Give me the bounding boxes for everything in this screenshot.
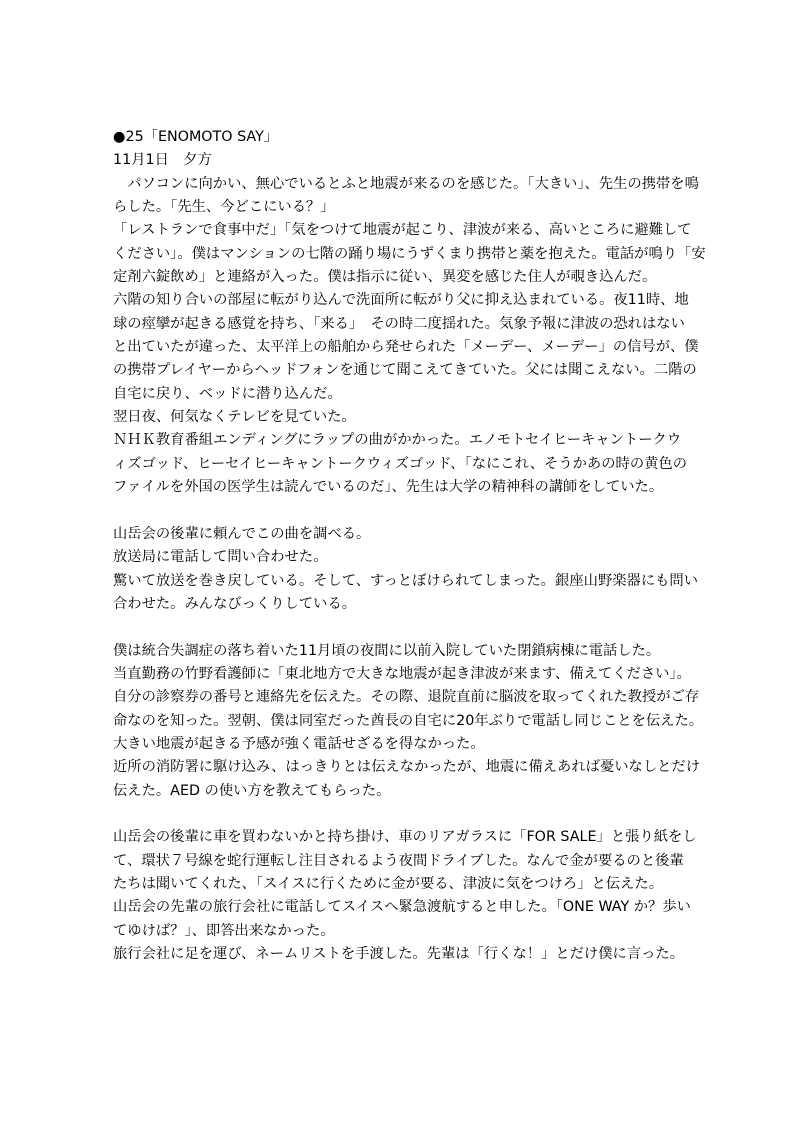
body-line: 伝えた。AED の使い方を教えてもらった。 — [113, 782, 391, 799]
body-line: ファイルを外国の医学生は読んでいるのだ」、先生は大学の精神科の講師をしていた。 — [113, 479, 664, 496]
body-line: 「レストランで食事中だ」「気をつけて地震が起こり、津波が来る、高いところに避難して — [113, 222, 692, 239]
body-line: 自宅に戻り、ベッドに潜り込んだ。 — [113, 385, 342, 402]
document-date: 11月1日 夕方 — [113, 152, 212, 169]
body-line: ＮＨＫ教育番組エンディングにラップの曲がかかった。エノモトセイヒーキャントークウ — [113, 432, 682, 449]
body-line: 六階の知り合いの部屋に転がり込んで洗面所に転がり父に抑え込まれている。夜11時、地 — [113, 292, 689, 309]
paragraph-gap — [113, 803, 683, 826]
document-title: ●25「ENOMOTO SAY」 — [113, 129, 279, 145]
body-line: 合わせた。みんなびっくりしている。 — [113, 595, 357, 612]
paragraph-gap — [113, 616, 683, 639]
body-line: の携帯プレイヤーからヘッドフォンを通じて聞こえてきていた。父には聞こえない。二階の — [113, 362, 697, 379]
body-line: 命なのを知った。翌朝、僕は同室だった酋長の自宅に20年ぶりで電話し同じことを伝えた。 — [113, 712, 704, 729]
body-line: らした。「先生、今どこにいる？」 — [113, 199, 335, 216]
body-line: ください」。僕はマンションの七階の踊り場にうずくまり携帯と薬を抱えた。電話が鳴り「安 — [113, 245, 706, 262]
body-line: 近所の消防署に駆け込み、はっきりとは伝えなかったが、地震に備えあれば憂いなしとだけ — [113, 759, 701, 776]
body-line: てゆけば？」、即答出来なかった。 — [113, 922, 335, 939]
body-line: 旅行会社に足を運び、ネームリストを手渡した。先輩は「行くな！」とだけ僕に言った。 — [113, 946, 685, 963]
body-line: ィズゴッド、ヒーセイヒーキャントークウィズゴッド、「なにこれ、そうかあの時の黄色の — [113, 455, 688, 472]
paragraph-gap — [113, 500, 683, 523]
body-line: 放送局に電話して問い合わせた。 — [113, 549, 328, 566]
body-line: 球の痙攣が起きる感覚を持ち、「来る」 その時二度揺れた。気象予報に津波の恐れはない — [113, 315, 685, 332]
body-line: 定剤六錠飲め」と連絡が入った。僕は指示に従い、異変を感じた住人が覗き込んだ。 — [113, 269, 657, 286]
body-line: 驚いて放送を巻き戻している。そして、すっとぼけられてしまった。銀座山野楽器にも問い — [113, 572, 699, 589]
body-line: 山岳会の先輩の旅行会社に電話してスイスへ緊急渡航すると申した。「ONE WAY か？歩い — [113, 899, 691, 916]
body-line: 翌日夜、何気なくテレビを見ていた。 — [113, 409, 356, 426]
body-line: 山岳会の後輩に車を買わないかと持ち掛け、車のリアガラスに「FOR SALE」と張り紙をし — [113, 829, 697, 846]
body-line: 僕は統合失調症の落ち着いた11月頃の夜間に以前入院していた閉鎖病棟に電話した。 — [113, 642, 661, 659]
body-line: 山岳会の後輩に頼んでこの曲を調べる。 — [113, 525, 371, 542]
body-line: と出ていたが違った、太平洋上の船舶から発せられた「メーデー、メーデー」の信号が、僕 — [113, 339, 699, 356]
body-line: て、環状７号線を蛇行運転し注目されるよう夜間ドライブした。なんで金が要るのと後輩 — [113, 852, 684, 869]
body-line: 当直勤務の竹野看護師に「東北地方で大きな地震が起き津波が来ます、備えてください」。 — [113, 665, 691, 682]
document-page — [113, 126, 706, 966]
body-line: たちは聞いてくれた、「スイスに行くために金が要る、津波に気をつけろ」と伝えた。 — [113, 876, 663, 892]
body-line: 自分の診察券の番号と連絡先を伝えた。その際、退院直前に脳波を取ってくれた教授がご存 — [113, 689, 700, 706]
body-line: パソコンに向かい、無心でいるとふと地震が来るのを感じた。「大きい」、先生の携帯を鳴 — [113, 175, 699, 192]
body-line: 大きい地震が起きる予感が強く電話せざるを得なかった。 — [113, 735, 485, 752]
